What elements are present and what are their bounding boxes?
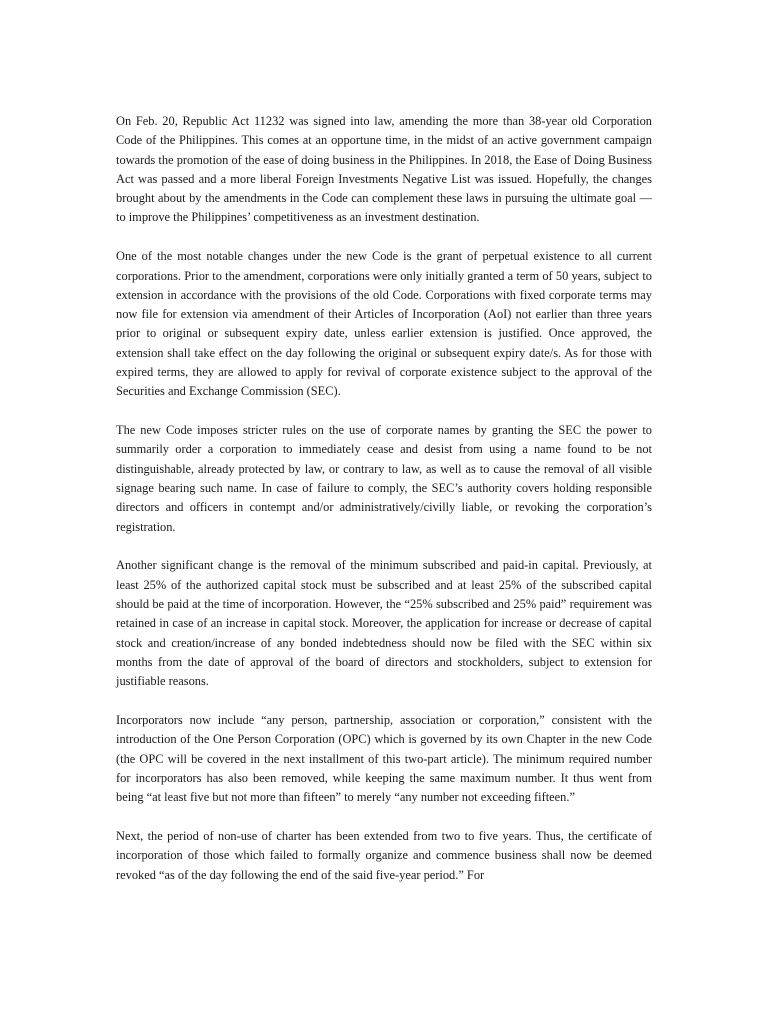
paragraph-non-use-of-charter: Next, the period of non-use of charter has been extended from two to five years. Thus, the certificate of incorporation of those which failed to formally organize and commence business shall now be deemed revoked “as of the day following the end of the said five-year period.” For — [116, 829, 652, 882]
paragraph-minimum-capital: Another significant change is the removal of the minimum subscribed and paid-in capital. Previously, at least 25% of the authorized capital stock must be subscribed and at least 25% of the subscribed capital should be paid at the time of incorporation. However, the “25% subscribed and 25% paid” requirement was retained in case of an increase in capital stock. Moreover, the application for increase or decrease of capital stock and creation/increase of any bonded indebtedness should now be filed with the SEC within six months from the date of approval of the board of directors and stockholders, subject to extension for justifiable reasons. — [116, 558, 652, 689]
paragraph-republic-act: On Feb. 20, Republic Act 11232 was signed into law, amending the more than 38-year old Corporation Code of the Philippines. This comes at an opportune time, in the midst of an active government campaign towards the promotion of the ease of doing business in the Philippines. In 2018, the Ease of Doing Business Act was passed and a more liberal Foreign Investments Negative List was issued. Hopefully, the changes brought about by the amendments in the Code can complement these laws in pursuing the ultimate goal — to improve the Philippines’ competitiveness as an investment destination. — [116, 114, 652, 225]
document-page — [116, 112, 652, 885]
paragraph-perpetual-existence: One of the most notable changes under the new Code is the grant of perpetual existence to all current corporations. Prior to the amendment, corporations were only initially granted a term of 50 years, subject to extension in accordance with the provisions of the old Code. Corporations with fixed corporate terms may now file for extension via amendment of their Articles of Incorporation (AoI) not earlier than three years prior to original or subsequent expiry date, unless earlier extension is justified. Once approved, the extension shall take effect on the day following the original or subsequent expiry date/s. As for those with expired terms, they are allowed to apply for revival of corporate existence subject to the approval of the Securities and Exchange Commission (SEC). — [116, 249, 652, 399]
paragraph-corporate-names: The new Code imposes stricter rules on the use of corporate names by granting the SEC the power to summarily order a corporation to immediately cease and desist from using a name found to be not distinguishable, already protected by law, or contrary to law, as well as to cause the removal of all visible signage bearing such name. In case of failure to comply, the SEC’s authority covers holding responsible directors and officers in contempt and/or administratively/civilly liable, or revoking the corporation’s registration. — [116, 423, 652, 534]
paragraph-incorporators: Incorporators now include “any person, partnership, association or corporation,” consistent with the introduction of the One Person Corporation (OPC) which is governed by its own Chapter in the new Code (the OPC will be covered in the next installment of this two-part article). The minimum required number for incorporators has also been removed, while keeping the same maximum number. It thus went from being “at least five but not more than fifteen” to merely “any number not exceeding fifteen.” — [116, 713, 652, 805]
